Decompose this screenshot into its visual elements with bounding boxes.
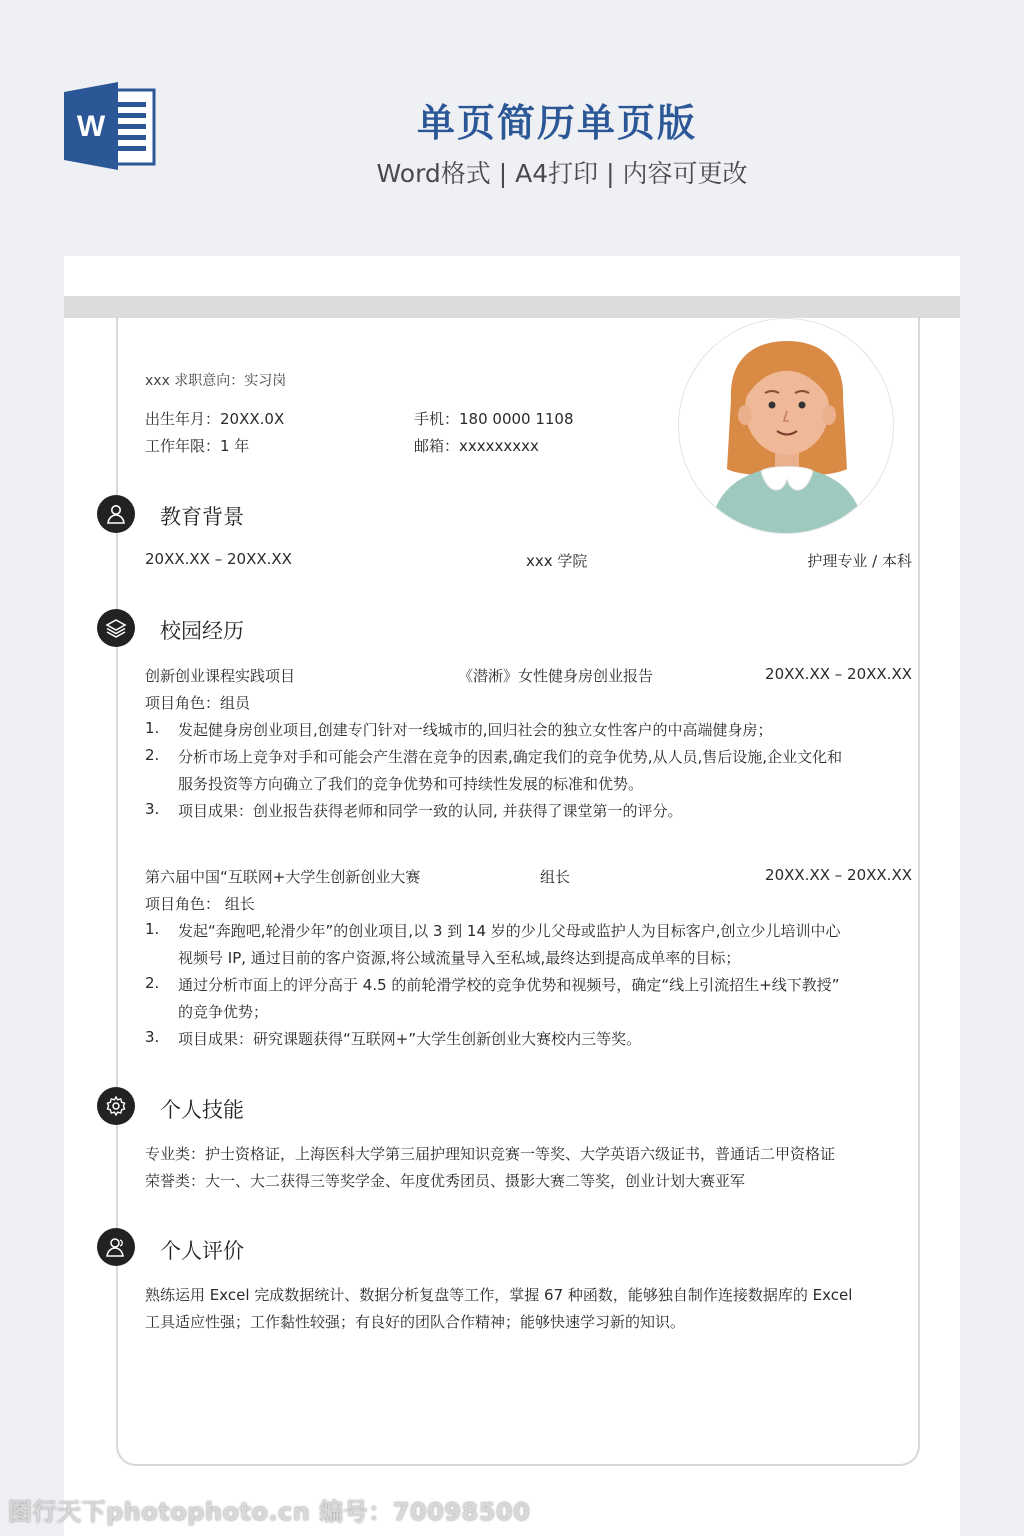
section-title-skills: 个人技能 — [160, 1098, 244, 1122]
list-item: 2. — [145, 746, 160, 764]
project-period: 20XX.XX – 20XX.XX — [765, 866, 912, 884]
layers-icon — [97, 609, 135, 647]
project-name: 第六届中国“互联网+大学生创新创业大赛 — [145, 868, 421, 886]
user-icon — [97, 495, 135, 533]
project-topic: 《潜淅》女性健身房创业报告 — [458, 667, 654, 685]
person-icon — [97, 1228, 135, 1266]
banner-subtitle: Word格式 | A4打印 | 内容可更改 — [376, 159, 748, 188]
job-intent: xxx 求职意向：实习岗 — [145, 373, 287, 389]
project-period: 20XX.XX – 20XX.XX — [765, 665, 912, 683]
section-title-education: 教育背景 — [160, 505, 244, 529]
evaluation-text: 熟练运用 Excel 完成数据统计、数据分析复盘等工作，掌握 67 种函数，能够独自制作连接数据库的 Excel — [145, 1286, 853, 1304]
phone: 手机：180 0000 1108 — [414, 410, 574, 428]
watermark: 图行天下photophoto.cn 编号：70098500 — [8, 1498, 531, 1526]
list-item-text: 发起“奔跑吧,轮滑少年”的创业项目,以 3 到 14 岁的少儿父母或监护人为目标客户,创立少儿培训中心 — [178, 922, 841, 940]
education-major: 护理专业 / 本科 — [807, 552, 912, 570]
project-role: 项目角色：组员 — [145, 694, 251, 712]
email: 邮箱：xxxxxxxxx — [414, 437, 539, 455]
birth-date: 出生年月：20XX.0X — [145, 410, 285, 428]
skills-professional: 专业类：护士资格证，上海医科大学第三届护理知识竞赛一等奖、大学英语六级证书，普通话二甲资格证 — [145, 1145, 836, 1163]
project-topic: 组长 — [540, 868, 571, 886]
list-item-text: 服务投资等方向确立了我们的竞争优势和可持续性发展的标准和优势。 — [178, 775, 644, 793]
banner-title: 单页简历单页版 — [416, 101, 697, 145]
project-role: 项目角色： 组长 — [145, 895, 255, 913]
list-item-text: 发起健身房创业项目,创建专门针对一线城市的,回归社会的独立女性客户的中高端健身房； — [178, 721, 773, 739]
svg-text:W: W — [76, 110, 106, 143]
evaluation-text: 工具适应性强；工作黏性较强；有良好的团队合作精神；能够快速学习新的知识。 — [145, 1313, 686, 1331]
gear-icon — [97, 1087, 135, 1125]
woman-avatar-illustration — [678, 318, 894, 534]
list-item-text: 视频号 IP, 通过目前的客户资源,将公域流量导入至私域,最终达到提高成单率的目标； — [178, 949, 741, 967]
list-item: 1. — [145, 719, 160, 737]
list-item: 3. — [145, 800, 160, 818]
project-name: 创新创业课程实践项目 — [145, 667, 296, 685]
education-period: 20XX.XX – 20XX.XX — [145, 550, 292, 568]
section-title-evaluation: 个人评价 — [160, 1239, 244, 1263]
list-item: 3. — [145, 1028, 160, 1046]
section-title-campus: 校园经历 — [160, 619, 244, 643]
list-item: 2. — [145, 974, 160, 992]
work-years: 工作年限：1 年 — [145, 437, 250, 455]
education-school: xxx 学院 — [526, 552, 588, 570]
list-item: 1. — [145, 920, 160, 938]
header-band — [64, 296, 960, 318]
list-item-text: 分析市场上竞争对手和可能会产生潜在竞争的因素,确定我们的竞争优势,从人员,售后设施,企业文化和 — [178, 748, 843, 766]
list-item-text: 项目成果：创业报告获得老师和同学一致的认同, 并获得了课堂第一的评分。 — [178, 802, 683, 820]
list-item-text: 的竞争优势； — [178, 1003, 269, 1021]
list-item-text: 项目成果：研究课题获得“互联网+”大学生创新创业大赛校内三等奖。 — [178, 1030, 642, 1048]
skills-honors: 荣誉类：大一、大二获得三等奖学金、年度优秀团员、摄影大赛二等奖，创业计划大赛亚军 — [145, 1172, 746, 1190]
resume-page — [64, 256, 960, 1536]
list-item-text: 通过分析市面上的评分高于 4.5 的前轮滑学校的竞争优势和视频号，确定“线上引流招生+线下教授” — [178, 976, 840, 994]
